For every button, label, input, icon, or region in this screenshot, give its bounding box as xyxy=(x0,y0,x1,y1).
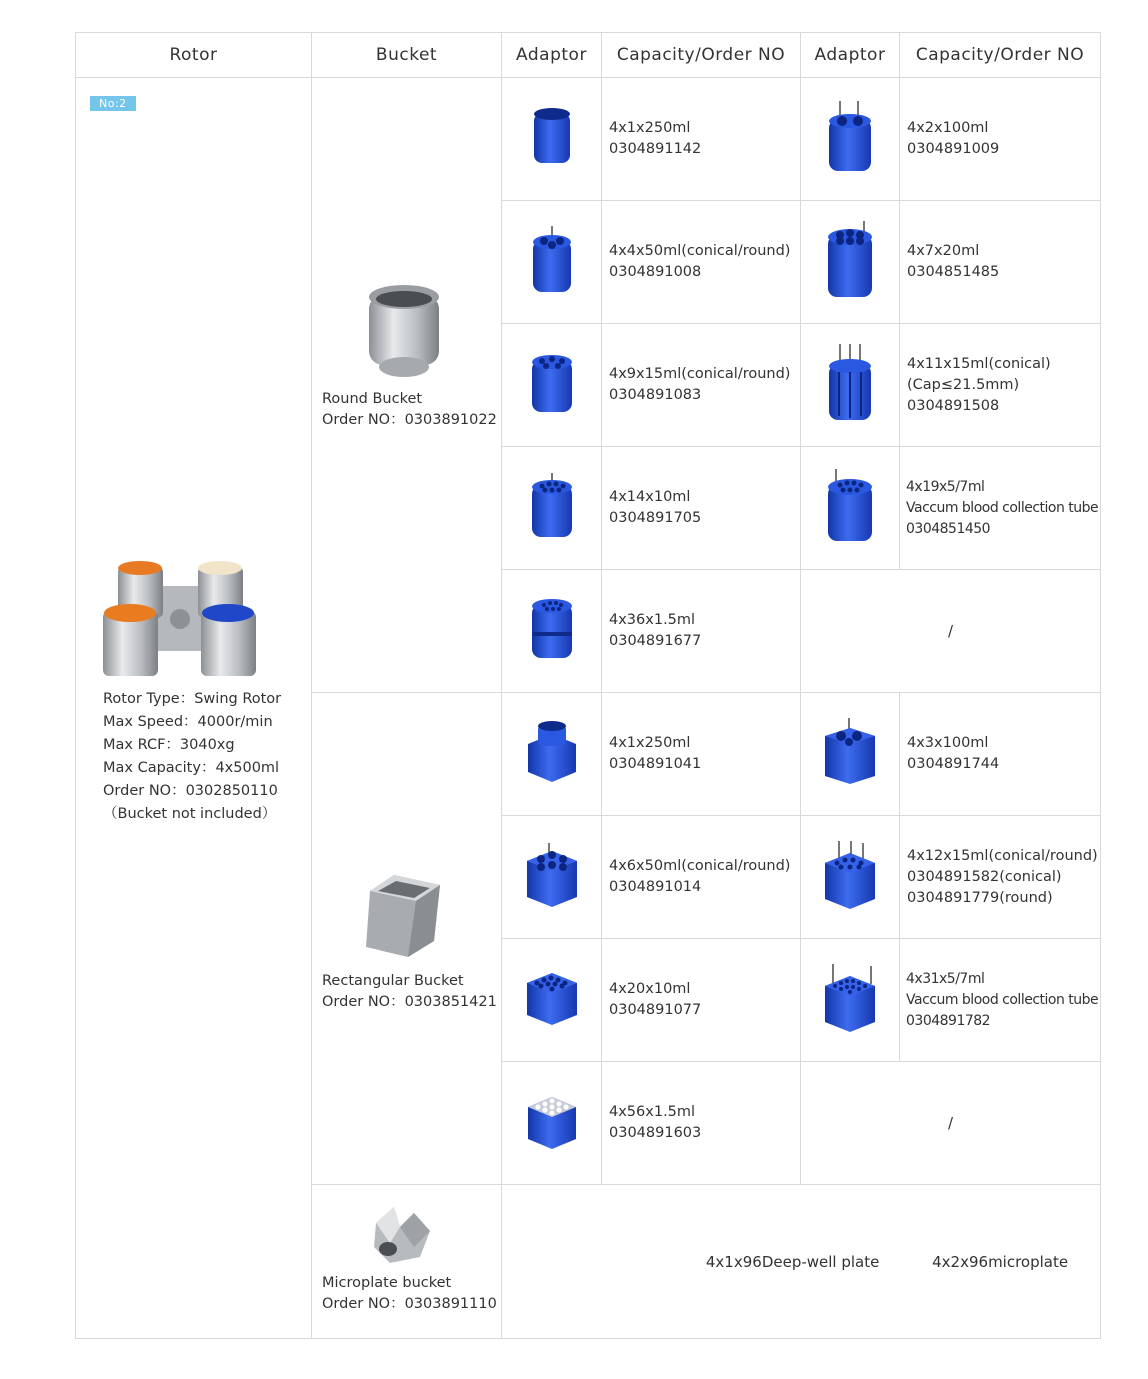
adaptor-15ml-9-image xyxy=(528,350,576,416)
adaptor-5-7ml-round-image xyxy=(824,467,876,545)
capacity-text: 4x4x50ml(conical/round) xyxy=(609,243,791,259)
round-bucket-cell xyxy=(312,78,502,693)
capacity-cell xyxy=(602,1062,801,1185)
capacity-cell xyxy=(602,324,801,447)
rect-bucket-order: Order NO：0303851421 xyxy=(322,994,497,1010)
rotor-cell xyxy=(76,78,312,1339)
order-no-text: 0304891677 xyxy=(609,633,702,649)
order-no-text: 0304891603 xyxy=(609,1125,702,1141)
rotor-max-rcf: Max RCF：3040xg xyxy=(103,737,235,753)
order-no-text: 0304891779(round) xyxy=(907,889,1053,906)
adaptor-10ml-image xyxy=(528,471,576,541)
capacity-text: 4x19x5/7ml xyxy=(906,478,985,495)
capacity-cell xyxy=(900,816,1101,939)
adaptor-50ml-rect-image xyxy=(523,841,581,909)
capacity-cell xyxy=(900,447,1101,570)
microplate-text: 4x2x96microplate xyxy=(932,1252,1069,1271)
order-no-text: 0304891705 xyxy=(609,510,702,526)
adaptor-image-cell xyxy=(801,78,900,201)
adaptor-image-cell xyxy=(502,78,602,201)
microplate-bucket-image xyxy=(370,1203,436,1267)
capacity-text: 4x2x100ml xyxy=(907,120,989,136)
model-badge: No:2 xyxy=(90,96,136,111)
adaptor-image-cell xyxy=(502,201,602,324)
rotor-max-capacity: Max Capacity：4x500ml xyxy=(103,760,280,776)
adaptor-image-cell xyxy=(502,324,602,447)
order-no-text: 0304891744 xyxy=(907,756,1000,772)
cap-limit-text: (Cap≤21.5mm) xyxy=(907,376,1020,393)
rotor-type: Rotor Type：Swing Rotor xyxy=(103,691,282,707)
swing-rotor-image xyxy=(103,556,258,681)
capacity-cell xyxy=(602,447,801,570)
order-no-text: 0304891142 xyxy=(609,141,702,157)
rotor-note: （Bucket not included） xyxy=(103,806,277,822)
spec-table xyxy=(75,32,1101,1339)
adaptor-5-7ml-rect-image xyxy=(821,962,879,1034)
micro-bucket-cell xyxy=(312,1185,502,1339)
capacity-text: 4x1x250ml xyxy=(609,735,691,751)
capacity-cell xyxy=(602,78,801,201)
capacity-text: 4x31x5/7ml xyxy=(906,970,985,987)
order-no-text: 0304851450 xyxy=(906,520,991,537)
adaptor-10ml-rect-image xyxy=(523,967,581,1029)
capacity-text: 4x9x15ml(conical/round) xyxy=(609,366,791,382)
order-no-text: 0304891077 xyxy=(609,1002,702,1018)
header-adaptor-2: Adaptor xyxy=(801,33,900,78)
microplate-capacity-cell xyxy=(502,1185,1101,1339)
capacity-text: 4x14x10ml xyxy=(609,489,691,505)
micro-bucket-name: Microplate bucket xyxy=(322,1275,452,1291)
adaptor-50ml-round-image xyxy=(529,224,575,296)
micro-bucket-label xyxy=(322,1273,497,1315)
rect-bucket-image xyxy=(362,871,442,961)
adaptor-image-cell xyxy=(801,816,900,939)
order-no-text: 0304891782 xyxy=(906,1012,991,1029)
capacity-text: 4x7x20ml xyxy=(907,243,980,259)
capacity-cell xyxy=(900,201,1101,324)
capacity-text: 4x1x250ml xyxy=(609,120,691,136)
header-rotor: Rotor xyxy=(76,33,312,78)
capacity-cell xyxy=(602,939,801,1062)
rotor-specs xyxy=(103,688,281,826)
capacity-cell xyxy=(900,939,1101,1062)
adaptor-1-5ml-round-image xyxy=(528,596,576,662)
adaptor-image-cell xyxy=(502,816,602,939)
adaptor-image-cell xyxy=(801,939,900,1062)
capacity-text: 4x3x100ml xyxy=(907,735,989,751)
header-capacity-1: Capacity/Order NO xyxy=(602,33,801,78)
adaptor-250ml-round-image xyxy=(530,105,574,169)
rect-bucket-label xyxy=(322,971,497,1013)
adaptor-250ml-rect-image xyxy=(524,720,580,784)
rotor-order-no: Order NO：0302850110 xyxy=(103,783,278,799)
adaptor-image-cell xyxy=(502,693,602,816)
rotor-max-speed: Max Speed：4000r/min xyxy=(103,714,273,730)
header-adaptor-1: Adaptor xyxy=(502,33,602,78)
adaptor-image-cell xyxy=(801,693,900,816)
order-no-text: 0304891041 xyxy=(609,756,702,772)
header-row xyxy=(76,33,1101,78)
adaptor-1-5ml-rect-image xyxy=(524,1089,580,1153)
header-capacity-2: Capacity/Order NO xyxy=(900,33,1101,78)
order-no-text: 0304891083 xyxy=(609,387,702,403)
order-no-text: 0304891014 xyxy=(609,879,702,895)
capacity-text: 4x20x10ml xyxy=(609,981,691,997)
micro-bucket-order: Order NO：0303891110 xyxy=(322,1296,497,1312)
adaptor-image-cell xyxy=(801,447,900,570)
empty-slash-cell: / xyxy=(801,1062,1101,1185)
capacity-cell xyxy=(602,570,801,693)
capacity-text: 4x6x50ml(conical/round) xyxy=(609,858,791,874)
adaptor-15ml-11-image xyxy=(825,342,875,424)
capacity-text: 4x56x1.5ml xyxy=(609,1104,696,1120)
capacity-text: 4x11x15ml(conical) xyxy=(907,355,1051,372)
adaptor-image-cell xyxy=(502,939,602,1062)
order-no-text: 0304891508 xyxy=(907,397,1000,414)
adaptor-image-cell xyxy=(502,447,602,570)
capacity-cell xyxy=(900,78,1101,201)
capacity-text: 4x12x15ml(conical/round) xyxy=(907,847,1098,864)
tube-type-text: Vaccum blood collection tube xyxy=(906,499,1099,516)
capacity-cell xyxy=(602,693,801,816)
adaptor-100ml-rect-image xyxy=(821,716,879,788)
rect-bucket-cell xyxy=(312,693,502,1185)
header-bucket: Bucket xyxy=(312,33,502,78)
order-no-text: 0304891009 xyxy=(907,141,1000,157)
capacity-cell xyxy=(602,816,801,939)
order-no-text: 0304891582(conical) xyxy=(907,868,1062,885)
round-bucket-label xyxy=(322,389,497,431)
rect-bucket-name: Rectangular Bucket xyxy=(322,973,464,989)
order-no-text: 0304851485 xyxy=(907,264,1000,280)
round-bucket-image xyxy=(364,283,444,381)
adaptor-image-cell xyxy=(502,1062,602,1185)
tube-type-text: Vaccum blood collection tube xyxy=(906,991,1099,1008)
adaptor-20ml-image xyxy=(824,219,876,301)
adaptor-image-cell xyxy=(801,201,900,324)
adaptor-100ml-image xyxy=(825,99,875,175)
adaptor-image-cell xyxy=(502,570,602,693)
round-bucket-order: Order NO：0303891022 xyxy=(322,412,497,428)
adaptor-15ml-12-image xyxy=(821,839,879,911)
capacity-text: 4x36x1.5ml xyxy=(609,612,696,628)
capacity-cell xyxy=(900,324,1101,447)
round-bucket-name: Round Bucket xyxy=(322,391,423,407)
capacity-cell xyxy=(602,201,801,324)
capacity-cell xyxy=(900,693,1101,816)
deep-well-plate-text: 4x1x96Deep-well plate xyxy=(705,1252,880,1271)
empty-slash-cell: / xyxy=(801,570,1101,693)
order-no-text: 0304891008 xyxy=(609,264,702,280)
table-row xyxy=(76,78,1101,201)
adaptor-image-cell xyxy=(801,324,900,447)
